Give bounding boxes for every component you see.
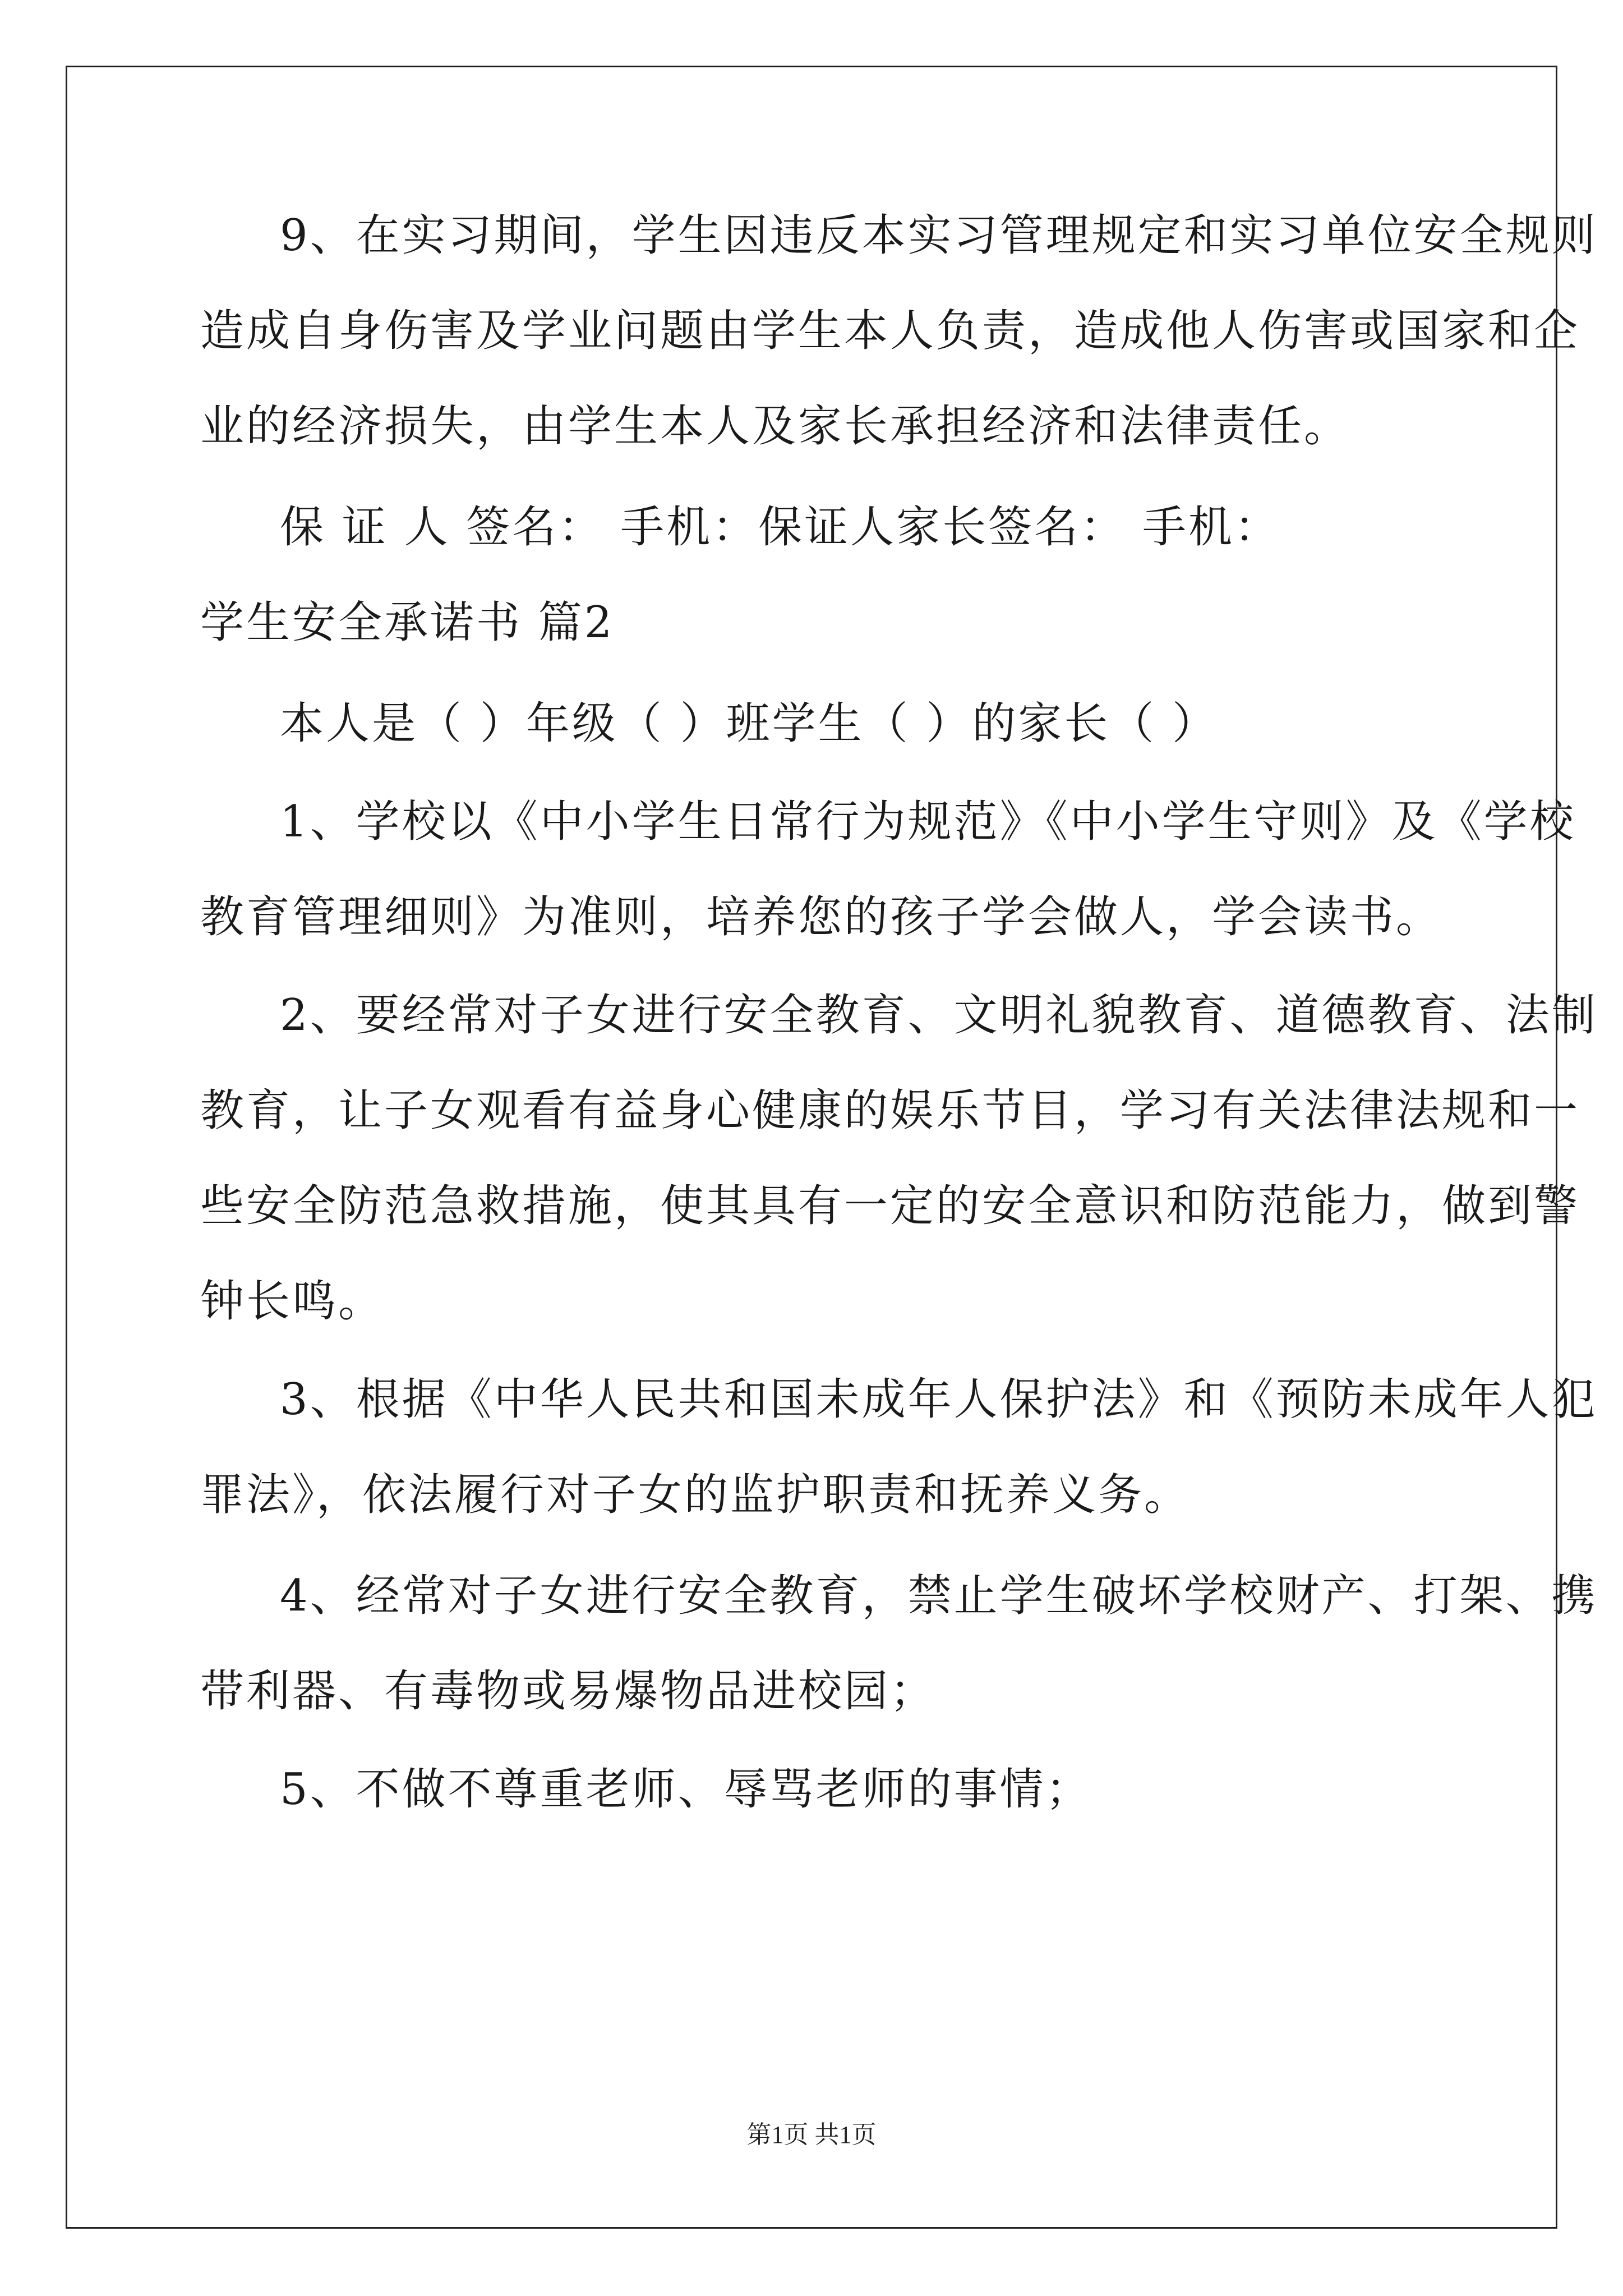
paragraph-line: 9、在实习期间，学生因违反本实习管理规定和实习单位安全规则: [280, 210, 1598, 261]
page-number-footer: 第1页 共1页: [746, 2121, 877, 2148]
signature-line: 保 证 人 签名： 手机：保证人家长签名： 手机：: [280, 502, 1280, 553]
paragraph-line: 造成自身伤害及学业问题由学生本人负责，造成他人伤害或国家和企: [200, 306, 1580, 356]
section-heading: 学生安全承诺书 篇2: [200, 597, 615, 648]
paragraph-line: 5、不做不尊重老师、辱骂老师的事情；: [280, 1764, 1092, 1815]
paragraph-line: 2、要经常对子女进行安全教育、文明礼貌教育、道德教育、法制: [280, 990, 1598, 1041]
paragraph-line: 些安全防范急救措施，使其具有一定的安全意识和防范能力，做到警: [200, 1181, 1580, 1231]
paragraph-line: 业的经济损失，由学生本人及家长承担经济和法律责任。: [200, 401, 1350, 452]
paragraph-line: 带利器、有毒物或易爆物品进校园；: [200, 1666, 937, 1717]
paragraph-line: 3、根据《中华人民共和国未成年人保护法》和《预防未成年人犯: [280, 1374, 1598, 1425]
paragraph-line: 教育，让子女观看有益身心健康的娱乐节目，学习有关法律法规和一: [200, 1085, 1580, 1136]
paragraph-line: 1、学校以《中小学生日常行为规范》《中小学生守则》及《学校: [280, 797, 1576, 847]
paragraph-line: 钟长鸣。: [200, 1276, 385, 1327]
page-border: [66, 66, 1557, 2229]
paragraph-line: 罪法》，依法履行对子女的监护职责和抚养义务。: [200, 1470, 1191, 1520]
paragraph-line: 本人是（ ）年级（ ）班学生（ ）的家长（ ）: [280, 698, 1219, 749]
paragraph-line: 教育管理细则》为准则，培养您的孩子学会做人，学会读书。: [200, 892, 1442, 942]
paragraph-line: 4、经常对子女进行安全教育，禁止学生破坏学校财产、打架、携: [280, 1571, 1598, 1621]
